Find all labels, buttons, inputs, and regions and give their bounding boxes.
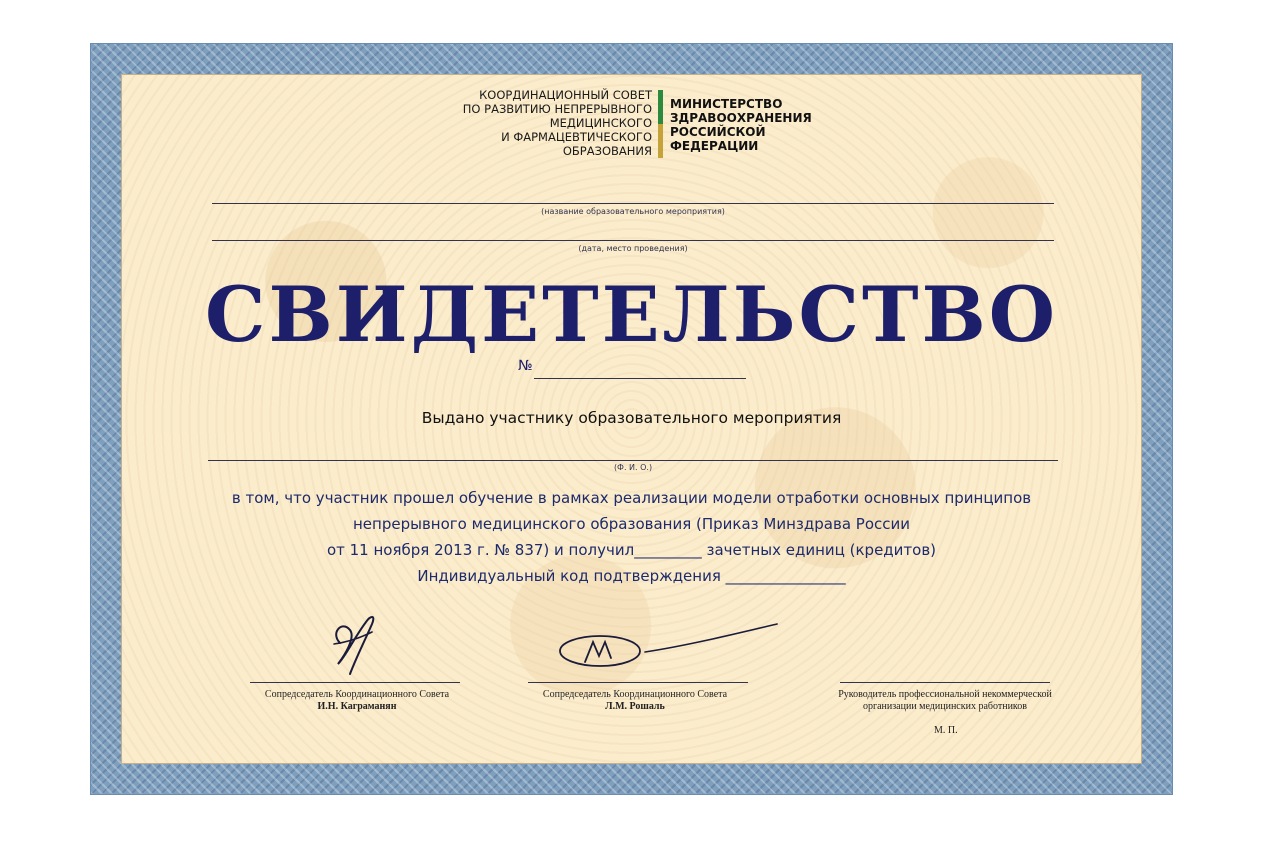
date-place-line — [212, 240, 1054, 241]
signatory-title-line: организации медицинских работников — [862, 701, 1027, 712]
stamp-place-mark: М. П. — [934, 725, 958, 736]
signatory-title: Сопредседатель Координационного Совета — [542, 689, 728, 700]
certificate-body — [150, 485, 1113, 589]
fio-line — [208, 460, 1058, 461]
council-line: ПО РАЗВИТИЮ НЕПРЕРЫВНОГО — [462, 102, 652, 116]
ministry-name — [670, 97, 870, 153]
ministry-line: РОССИЙСКОЙ — [670, 125, 766, 139]
signature-line-2 — [528, 682, 748, 683]
certificate-title: СВИДЕТЕЛЬСТВО — [205, 270, 1058, 359]
signatory-2 — [490, 689, 780, 713]
signature-kagramanyan — [320, 608, 390, 680]
fio-caption: (Ф. И. О.) — [613, 463, 653, 472]
event-name-line — [212, 203, 1054, 204]
signatory-title-line: Руководитель профессиональной некоммерческой — [838, 689, 1052, 700]
ministry-line: ЗДРАВООХРАНЕНИЯ — [670, 111, 812, 125]
body-line: непрерывного медицинского образования (Приказ Минздрава России — [353, 515, 910, 533]
date-place-caption: (дата, место проведения) — [578, 244, 688, 253]
ministry-line: ФЕДЕРАЦИИ — [670, 139, 759, 153]
council-line: ОБРАЗОВАНИЯ — [562, 144, 652, 158]
signatory-name: Л.М. Рошаль — [605, 701, 665, 712]
logo-divider-bar — [658, 90, 663, 158]
signature-line-1 — [250, 682, 460, 683]
body-line: Индивидуальный код подтверждения ________________ — [417, 567, 846, 585]
event-name-caption: (название образовательного мероприятия) — [541, 207, 725, 216]
signatory-title: Сопредседатель Координационного Совета — [264, 689, 450, 700]
issued-text: Выдано участнику образовательного мероприятия — [421, 409, 842, 427]
signatory-name: И.Н. Каграманян — [317, 701, 397, 712]
signature-roshal — [555, 618, 785, 674]
body-line: в том, что участник прошел обучение в рамках реализации модели отработки основных принципов — [231, 489, 1032, 507]
council-name — [420, 88, 652, 158]
ministry-line: МИНИСТЕРСТВО — [670, 97, 783, 111]
number-line — [534, 378, 746, 379]
signatory-3 — [800, 689, 1090, 713]
council-line: И ФАРМАЦЕВТИЧЕСКОГО — [501, 130, 652, 144]
signature-line-3 — [840, 682, 1050, 683]
council-line: КООРДИНАЦИОННЫЙ СОВЕТ — [479, 88, 652, 102]
body-line: от 11 ноября 2013 г. № 837) и получил_________ зачетных единиц (кредитов) — [326, 541, 937, 559]
signatory-1 — [212, 689, 502, 713]
number-sign: № — [518, 358, 533, 374]
council-line: МЕДИЦИНСКОГО — [549, 116, 652, 130]
